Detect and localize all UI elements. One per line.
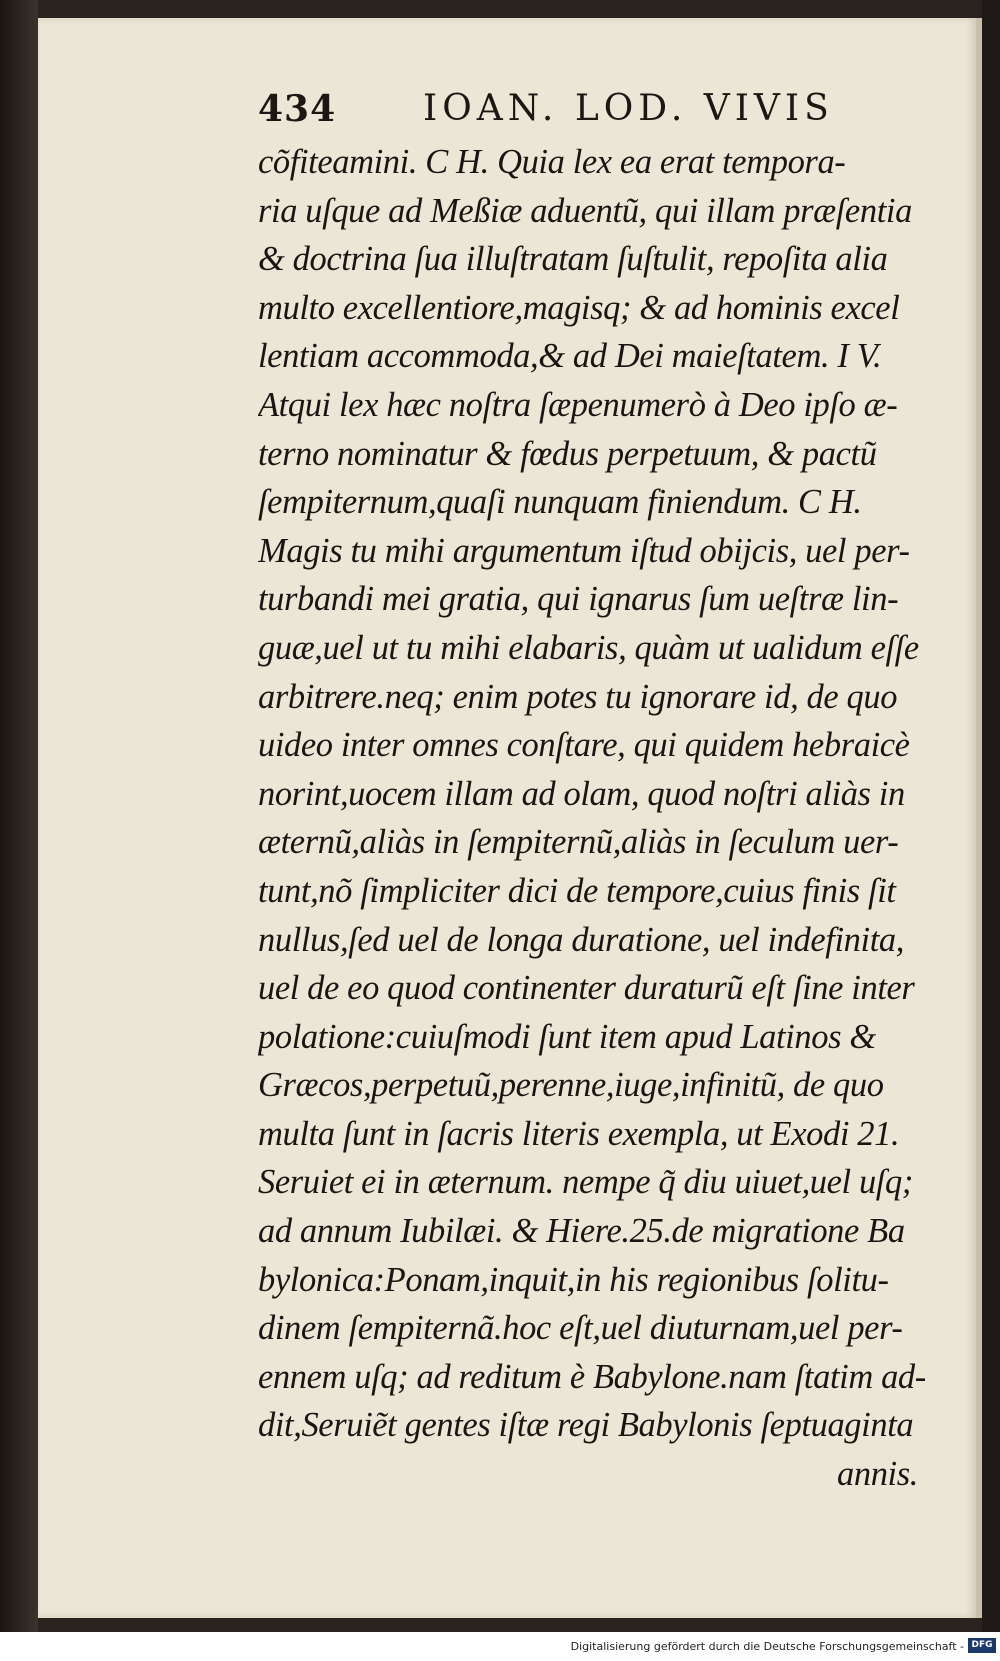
text-line: tunt,nõ ſimpliciter dici de tempore,cuius finis ſit xyxy=(258,871,896,910)
text-line: Seruiet ei in æternum. nempe q̃ diu uiuet,uel uſq; xyxy=(258,1163,913,1202)
text-line: æternũ,aliàs in ſempiternũ,aliàs in ſeculum uer- xyxy=(258,823,899,862)
text-line: & doctrina ſua illuſtratam ſuſtulit, repoſita alia xyxy=(258,240,888,279)
footer-bar xyxy=(0,1632,1000,1661)
text-line: cõfiteamini. C H. Quia lex ea erat tempora- xyxy=(258,143,846,181)
page-number: 434 xyxy=(258,88,337,130)
dfg-logo-icon: DFG xyxy=(968,1638,996,1653)
running-head: IOAN. LOD. VIVIS xyxy=(423,88,834,129)
text-line: Græcos,perpetuũ,perenne,iuge,infinitũ, de quo xyxy=(258,1066,884,1105)
text-line: dinem ſempiternã.hoc eſt,uel diuturnam,uel per- xyxy=(258,1309,903,1348)
text-line: turbandi mei gratia, qui ignarus ſum ueſtræ lin- xyxy=(258,580,899,619)
text-line: guæ,uel ut tu mihi elabaris, quàm ut ualidum eſſe xyxy=(258,628,919,667)
text-line: Atqui lex hæc noſtra ſæpenumerò à Deo ipſo æ- xyxy=(258,385,898,424)
text-line: terno nominatur & fœdus perpetuum, & pactũ xyxy=(258,434,877,473)
book-spine xyxy=(0,0,38,1632)
text-line: ſempiternum,quaſi nunquam finiendum. C H. xyxy=(258,483,862,522)
text-line: uideo inter omnes conſtare, qui quidem hebraicè xyxy=(258,726,910,765)
text-line: polatione:cuiuſmodi ſunt item apud Latinos & xyxy=(258,1017,876,1056)
digitization-credit: Digitalisierung gefördert durch die Deutsche Forschungsgemeinschaft - xyxy=(570,1640,964,1653)
text-line: dit,Seruiẽt gentes iſtæ regi Babylonis ſeptuaginta xyxy=(258,1406,914,1445)
text-line: ennem uſq; ad reditum è Babylone.nam ſtatim ad- xyxy=(258,1357,926,1396)
text-line: uel de eo quod continenter duraturũ eſt ſine inter xyxy=(258,969,915,1008)
book-edge xyxy=(982,0,1000,1632)
text-line: arbitrere.neq; enim potes tu ignorare id, de quo xyxy=(258,677,898,716)
text-line: nullus,ſed uel de longa duratione, uel indefinita, xyxy=(258,920,904,959)
text-line: ad annum Iubilæi. & Hiere.25.de migratione Ba xyxy=(258,1212,905,1251)
text-line: norint,uocem illam ad olam, quod noſtri aliàs in xyxy=(258,774,905,813)
page-header xyxy=(258,88,918,134)
text-line: multa ſunt in ſacris literis exempla, ut Exodi 21. xyxy=(258,1114,900,1153)
text-line: lentiam accommoda,& ad Dei maieſtatem. I V. xyxy=(258,337,882,376)
text-line: bylonica:Ponam,inquit,in his regionibus ſolitu- xyxy=(258,1260,889,1299)
body-text xyxy=(258,138,948,1499)
text-line: ria uſque ad Meßiæ aduentũ, qui illam præſentia xyxy=(258,191,912,230)
text-line: multo excellentiore,magisq; & ad hominis excel xyxy=(258,288,900,327)
text-line: Magis tu mihi argumentum iſtud obijcis, uel per- xyxy=(258,531,910,570)
catchword: annis. xyxy=(837,1455,918,1494)
